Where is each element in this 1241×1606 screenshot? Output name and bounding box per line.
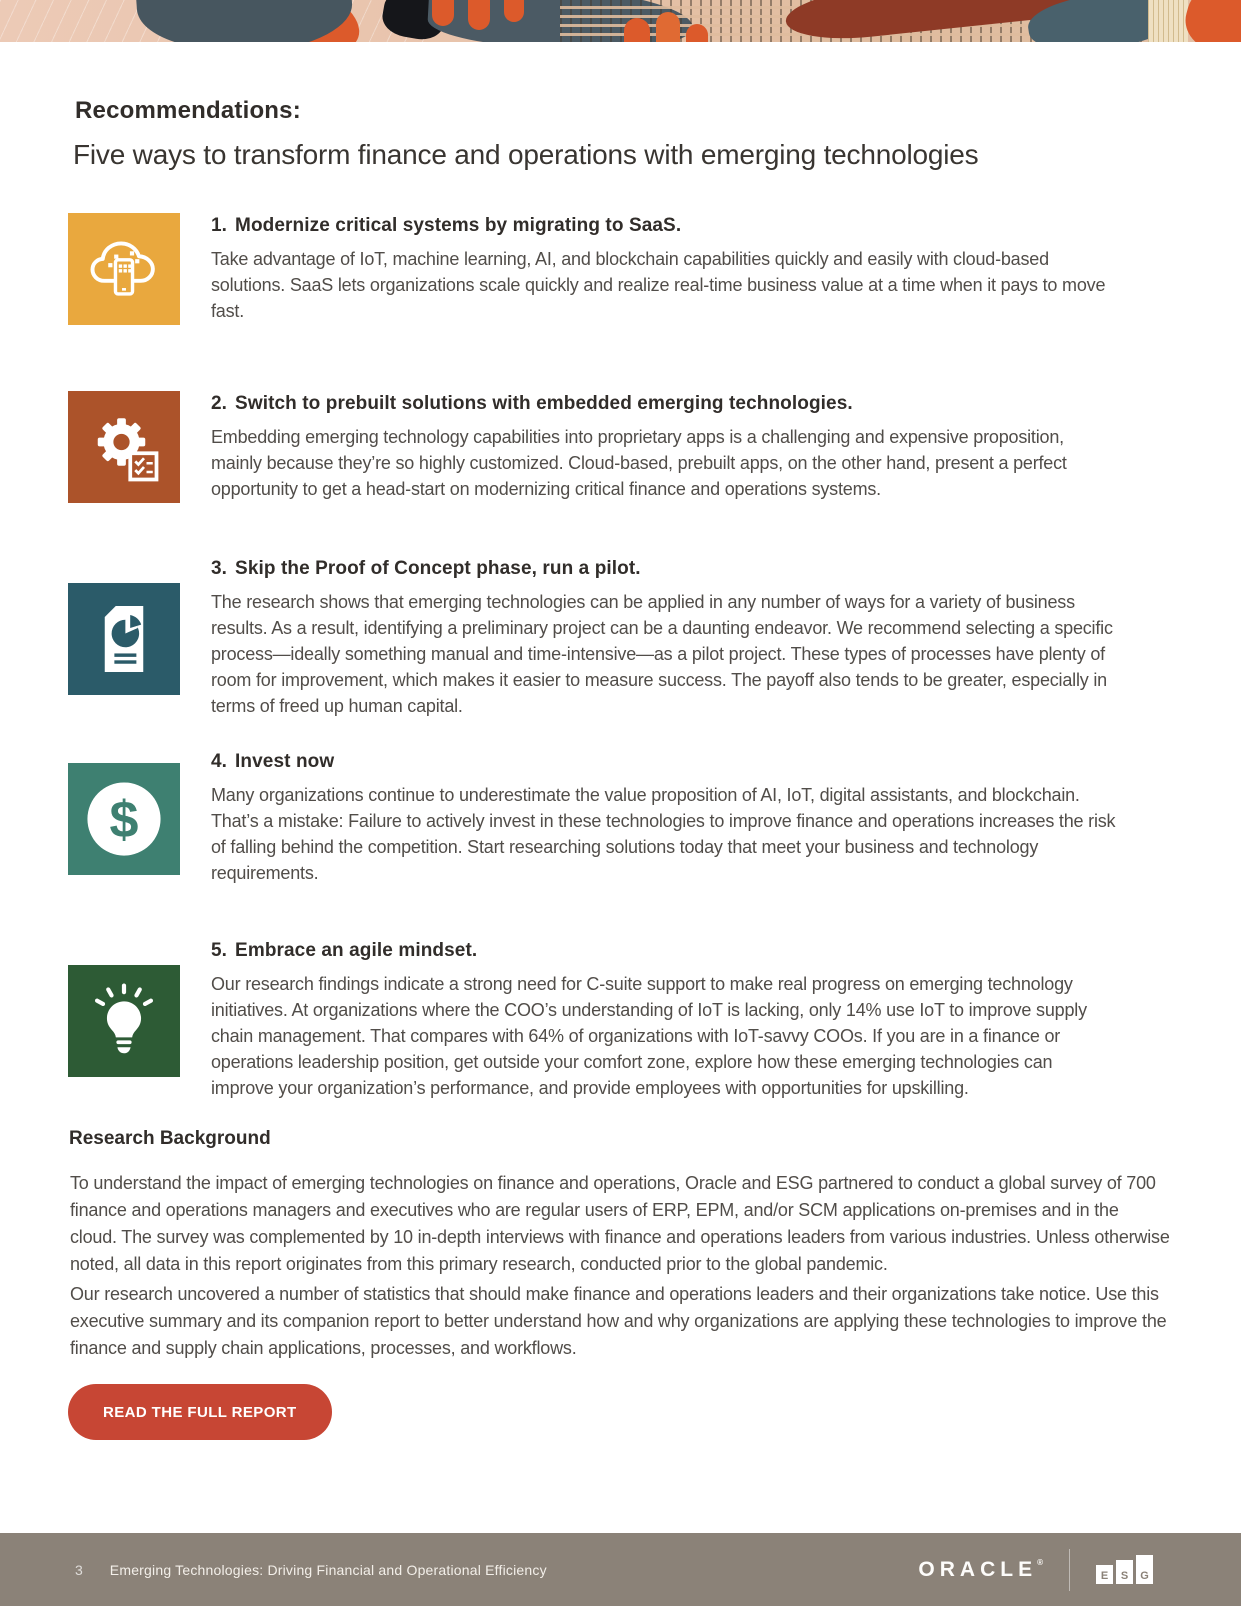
recommendation-title: 4. Invest now <box>211 751 335 772</box>
research-paragraph-2: Our research uncovered a number of statistics that should make finance and operations leaders and their organizations take notice. Use this executive summary and its companion report to better understand how and why organizations are applying these technologies to improve the finance and supply chain applications, processes, and workflows. <box>70 1284 1167 1358</box>
research-background-heading: Research Background <box>69 1128 271 1149</box>
header-artwork <box>0 0 1241 42</box>
cloud-saas-icon <box>68 213 180 325</box>
footer-doc-title: Emerging Technologies: Driving Financial and Operational Efficiency <box>109 1561 547 1578</box>
esg-bar-g: G <box>1136 1555 1153 1584</box>
oracle-logo: ORACLE® <box>918 1557 1043 1581</box>
esg-logo <box>1096 1555 1153 1584</box>
artwork-shape <box>624 18 650 42</box>
recommendation-title: 5. Embrace an agile mindset. <box>211 940 478 961</box>
artwork-shape <box>432 0 454 26</box>
recommendation-item-2 <box>68 391 1173 503</box>
artwork-shape <box>136 0 355 42</box>
gear-checklist-icon <box>68 391 180 503</box>
report-pie-icon <box>68 583 180 695</box>
lightbulb-icon <box>68 965 180 1077</box>
artwork-shape <box>504 0 524 22</box>
recommendation-item-3 <box>68 558 1173 719</box>
recommendation-number: 3. <box>211 558 228 579</box>
recommendation-body: Embedding emerging technology capabilities into proprietary apps is a challenging and expensive proposition, mainly because they’re so highly customized. Cloud-based, prebuilt apps, on the other hand, present a perfect opportunity to get a head-start on modernizing critical finance and operations systems. <box>211 426 1067 499</box>
dollar-coin-icon <box>68 763 180 875</box>
read-full-report-button[interactable]: READ THE FULL REPORT <box>68 1384 332 1440</box>
section-heading: Recommendations: <box>75 97 301 124</box>
recommendation-number: 5. <box>211 940 228 961</box>
recommendation-item-5 <box>68 940 1173 1101</box>
recommendation-body: Many organizations continue to underestimate the value proposition of AI, IoT, digital assistants, and blockchain. That’s a mistake: Failure to actively invest in these technologies to improve finance and operations increases the risk of falling behind the competition. Start researching solutions today that meet your business and technology requirements. <box>211 785 1116 883</box>
recommendation-body: The research shows that emerging technologies can be applied in any number of ways for a variety of business results. As a result, identifying a preliminary project can be a daunting endeavor. We recommend selecting a specific process—ideally something manual and time-intensive—as a pilot project. These types of processes have plenty of room for improvement, which makes it easier to measure success. The payoff also tends to be greater, especially in terms of freed up human capital. <box>211 592 1113 716</box>
footer-bar <box>0 1533 1241 1606</box>
svg-text:$: $ <box>109 790 139 849</box>
recommendation-item-4 <box>68 751 1173 886</box>
recommendation-body: Take advantage of IoT, machine learning, AI, and blockchain capabilities quickly and easily with cloud-based solutions. SaaS lets organizations scale quickly and realize real-time business value at a time when it pays to move fast. <box>211 248 1106 321</box>
research-paragraph-1: To understand the impact of emerging technologies on finance and operations, Oracle and ESG partnered to conduct a global survey of 700 finance and operations managers and executives who are regular users of ERP, EPM, and/or SCM applications on-premises and in the cloud. The survey was complemented by 10 in-depth interviews with finance and operations leaders from various industries. Unless otherwise noted, all data in this report originates from this primary research, conducted prior to the global pandemic. <box>70 1173 1170 1274</box>
page-number: 3 <box>75 1561 83 1578</box>
recommendation-title: 1. Modernize critical systems by migrating to SaaS. <box>211 214 682 236</box>
artwork-shape <box>468 0 490 30</box>
page-title: Five ways to transform finance and operations with emerging technologies <box>73 139 979 170</box>
artwork-shape <box>1148 0 1188 42</box>
registered-mark: ® <box>1037 1557 1043 1567</box>
artwork-shape <box>686 24 708 42</box>
artwork-shape <box>656 12 680 42</box>
recommendation-number: 1. <box>211 214 228 236</box>
recommendation-item-1 <box>68 213 1173 325</box>
recommendation-number: 4. <box>211 751 228 772</box>
recommendation-body: Our research findings indicate a strong need for C-suite support to make real progress on emerging technology initiatives. At organizations where the COO’s understanding of IoT is lacking, only 14% use IoT to improve supply chain management. That compares with 64% of organizations with IoT-savvy COOs. If you are in a finance or operations leadership position, get outside your comfort zone, explore how these emerging technologies can improve your organization’s performance, and provide employees with opportunities for upskilling. <box>211 974 1087 1098</box>
recommendation-title: 3. Skip the Proof of Concept phase, run a pilot. <box>211 558 641 579</box>
recommendation-number: 2. <box>211 392 228 414</box>
recommendation-title: 2. Switch to prebuilt solutions with embedded emerging technologies. <box>211 392 853 414</box>
esg-bar-s: S <box>1116 1560 1133 1584</box>
footer-divider <box>1069 1549 1070 1591</box>
artwork-shape <box>1179 0 1241 42</box>
esg-bar-e: E <box>1096 1565 1113 1584</box>
